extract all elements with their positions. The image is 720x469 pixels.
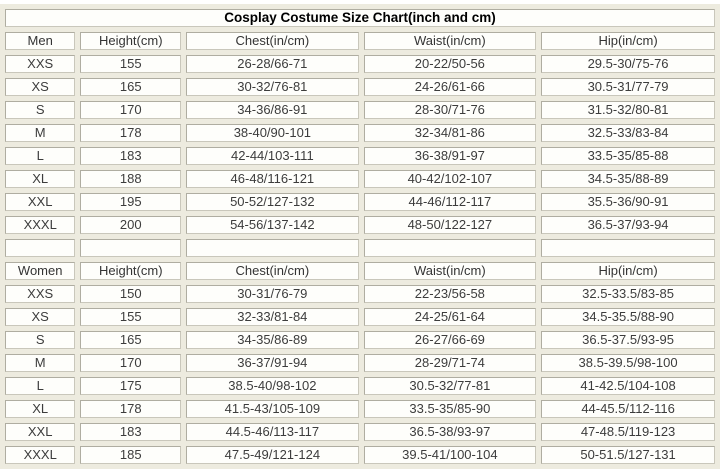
table-cell: 40-42/102-107 <box>364 170 537 188</box>
table-cell: 30.5-31/77-79 <box>541 78 715 96</box>
table-cell: 44.5-46/113-117 <box>186 423 359 441</box>
women-row-xxs <box>5 285 715 303</box>
spacer-cell <box>541 239 715 257</box>
men-row-xxxl <box>5 216 715 234</box>
table-cell: 50-51.5/127-131 <box>541 446 715 464</box>
table-cell: S <box>5 101 75 119</box>
table-cell: XXXL <box>5 216 75 234</box>
table-cell: 50-52/127-132 <box>186 193 359 211</box>
chart-title: Cosplay Costume Size Chart(inch and cm) <box>5 9 715 27</box>
table-cell: 48-50/122-127 <box>364 216 537 234</box>
table-cell: 183 <box>80 147 181 165</box>
spacer-row <box>5 239 715 257</box>
table-cell: 200 <box>80 216 181 234</box>
table-cell: 175 <box>80 377 181 395</box>
table-cell: XXXL <box>5 446 75 464</box>
column-header: Chest(in/cm) <box>186 262 359 280</box>
women-row-s <box>5 331 715 349</box>
men-row-xxs <box>5 55 715 73</box>
table-cell: 39.5-41/100-104 <box>364 446 537 464</box>
table-cell: 150 <box>80 285 181 303</box>
table-cell: 195 <box>80 193 181 211</box>
table-cell: 31.5-32/80-81 <box>541 101 715 119</box>
table-cell: 54-56/137-142 <box>186 216 359 234</box>
table-cell: XXS <box>5 285 75 303</box>
table-cell: XXL <box>5 193 75 211</box>
table-cell: 30-32/76-81 <box>186 78 359 96</box>
column-header: Chest(in/cm) <box>186 32 359 50</box>
men-header-row <box>5 32 715 50</box>
men-row-xxl <box>5 193 715 211</box>
women-row-m <box>5 354 715 372</box>
table-cell: 24-25/61-64 <box>364 308 537 326</box>
table-cell: 34-35/86-89 <box>186 331 359 349</box>
table-cell: 22-23/56-58 <box>364 285 537 303</box>
table-cell: M <box>5 354 75 372</box>
table-cell: 30-31/76-79 <box>186 285 359 303</box>
table-cell: S <box>5 331 75 349</box>
size-chart <box>0 4 720 469</box>
men-row-xs <box>5 78 715 96</box>
spacer-cell <box>364 239 537 257</box>
women-row-xs <box>5 308 715 326</box>
table-cell: 24-26/61-66 <box>364 78 537 96</box>
table-cell: 165 <box>80 331 181 349</box>
table-cell: 33.5-35/85-88 <box>541 147 715 165</box>
table-cell: 170 <box>80 354 181 372</box>
column-header: Waist(in/cm) <box>364 262 537 280</box>
table-cell: 38.5-40/98-102 <box>186 377 359 395</box>
spacer-cell <box>186 239 359 257</box>
table-cell: M <box>5 124 75 142</box>
table-cell: 41-42.5/104-108 <box>541 377 715 395</box>
column-header: Women <box>5 262 75 280</box>
table-cell: 38-40/90-101 <box>186 124 359 142</box>
column-header: Height(cm) <box>80 262 181 280</box>
table-cell: 42-44/103-111 <box>186 147 359 165</box>
table-cell: L <box>5 377 75 395</box>
table-cell: 26-28/66-71 <box>186 55 359 73</box>
table-cell: 185 <box>80 446 181 464</box>
table-cell: 47-48.5/119-123 <box>541 423 715 441</box>
spacer-cell <box>80 239 181 257</box>
table-cell: 35.5-36/90-91 <box>541 193 715 211</box>
table-cell: 32.5-33.5/83-85 <box>541 285 715 303</box>
table-cell: XL <box>5 400 75 418</box>
table-cell: 34.5-35.5/88-90 <box>541 308 715 326</box>
men-section <box>5 32 715 234</box>
table-cell: 34-36/86-91 <box>186 101 359 119</box>
table-cell: XS <box>5 308 75 326</box>
table-cell: 28-30/71-76 <box>364 101 537 119</box>
women-row-xxxl <box>5 446 715 464</box>
table-cell: 30.5-32/77-81 <box>364 377 537 395</box>
table-cell: 20-22/50-56 <box>364 55 537 73</box>
table-cell: 178 <box>80 400 181 418</box>
table-cell: 36-37/91-94 <box>186 354 359 372</box>
table-cell: 33.5-35/85-90 <box>364 400 537 418</box>
table-cell: 170 <box>80 101 181 119</box>
table-cell: 165 <box>80 78 181 96</box>
women-header-row <box>5 262 715 280</box>
table-cell: 26-27/66-69 <box>364 331 537 349</box>
men-row-s <box>5 101 715 119</box>
men-row-m <box>5 124 715 142</box>
table-cell: 29.5-30/75-76 <box>541 55 715 73</box>
table-cell: 28-29/71-74 <box>364 354 537 372</box>
women-row-xl <box>5 400 715 418</box>
column-header: Height(cm) <box>80 32 181 50</box>
table-cell: 41.5-43/105-109 <box>186 400 359 418</box>
table-cell: 32.5-33/83-84 <box>541 124 715 142</box>
table-cell: 32-33/81-84 <box>186 308 359 326</box>
table-cell: 183 <box>80 423 181 441</box>
chart-title-row <box>5 9 715 27</box>
table-cell: L <box>5 147 75 165</box>
column-header: Hip(in/cm) <box>541 32 715 50</box>
column-header: Hip(in/cm) <box>541 262 715 280</box>
women-row-xxl <box>5 423 715 441</box>
spacer-cell <box>5 239 75 257</box>
table-cell: XS <box>5 78 75 96</box>
table-cell: 36.5-38/93-97 <box>364 423 537 441</box>
women-section <box>5 262 715 464</box>
men-row-l <box>5 147 715 165</box>
section-spacer <box>5 239 715 257</box>
table-cell: 36.5-37/93-94 <box>541 216 715 234</box>
table-cell: XXS <box>5 55 75 73</box>
column-header: Waist(in/cm) <box>364 32 537 50</box>
table-cell: 34.5-35/88-89 <box>541 170 715 188</box>
table-cell: 188 <box>80 170 181 188</box>
table-cell: XL <box>5 170 75 188</box>
table-cell: 178 <box>80 124 181 142</box>
women-row-l <box>5 377 715 395</box>
table-cell: 32-34/81-86 <box>364 124 537 142</box>
table-cell: 36-38/91-97 <box>364 147 537 165</box>
table-cell: XXL <box>5 423 75 441</box>
table-cell: 155 <box>80 308 181 326</box>
men-row-xl <box>5 170 715 188</box>
table-cell: 46-48/116-121 <box>186 170 359 188</box>
size-chart-table <box>0 4 720 469</box>
table-cell: 155 <box>80 55 181 73</box>
table-cell: 47.5-49/121-124 <box>186 446 359 464</box>
column-header: Men <box>5 32 75 50</box>
table-cell: 38.5-39.5/98-100 <box>541 354 715 372</box>
table-cell: 36.5-37.5/93-95 <box>541 331 715 349</box>
table-cell: 44-46/112-117 <box>364 193 537 211</box>
table-cell: 44-45.5/112-116 <box>541 400 715 418</box>
